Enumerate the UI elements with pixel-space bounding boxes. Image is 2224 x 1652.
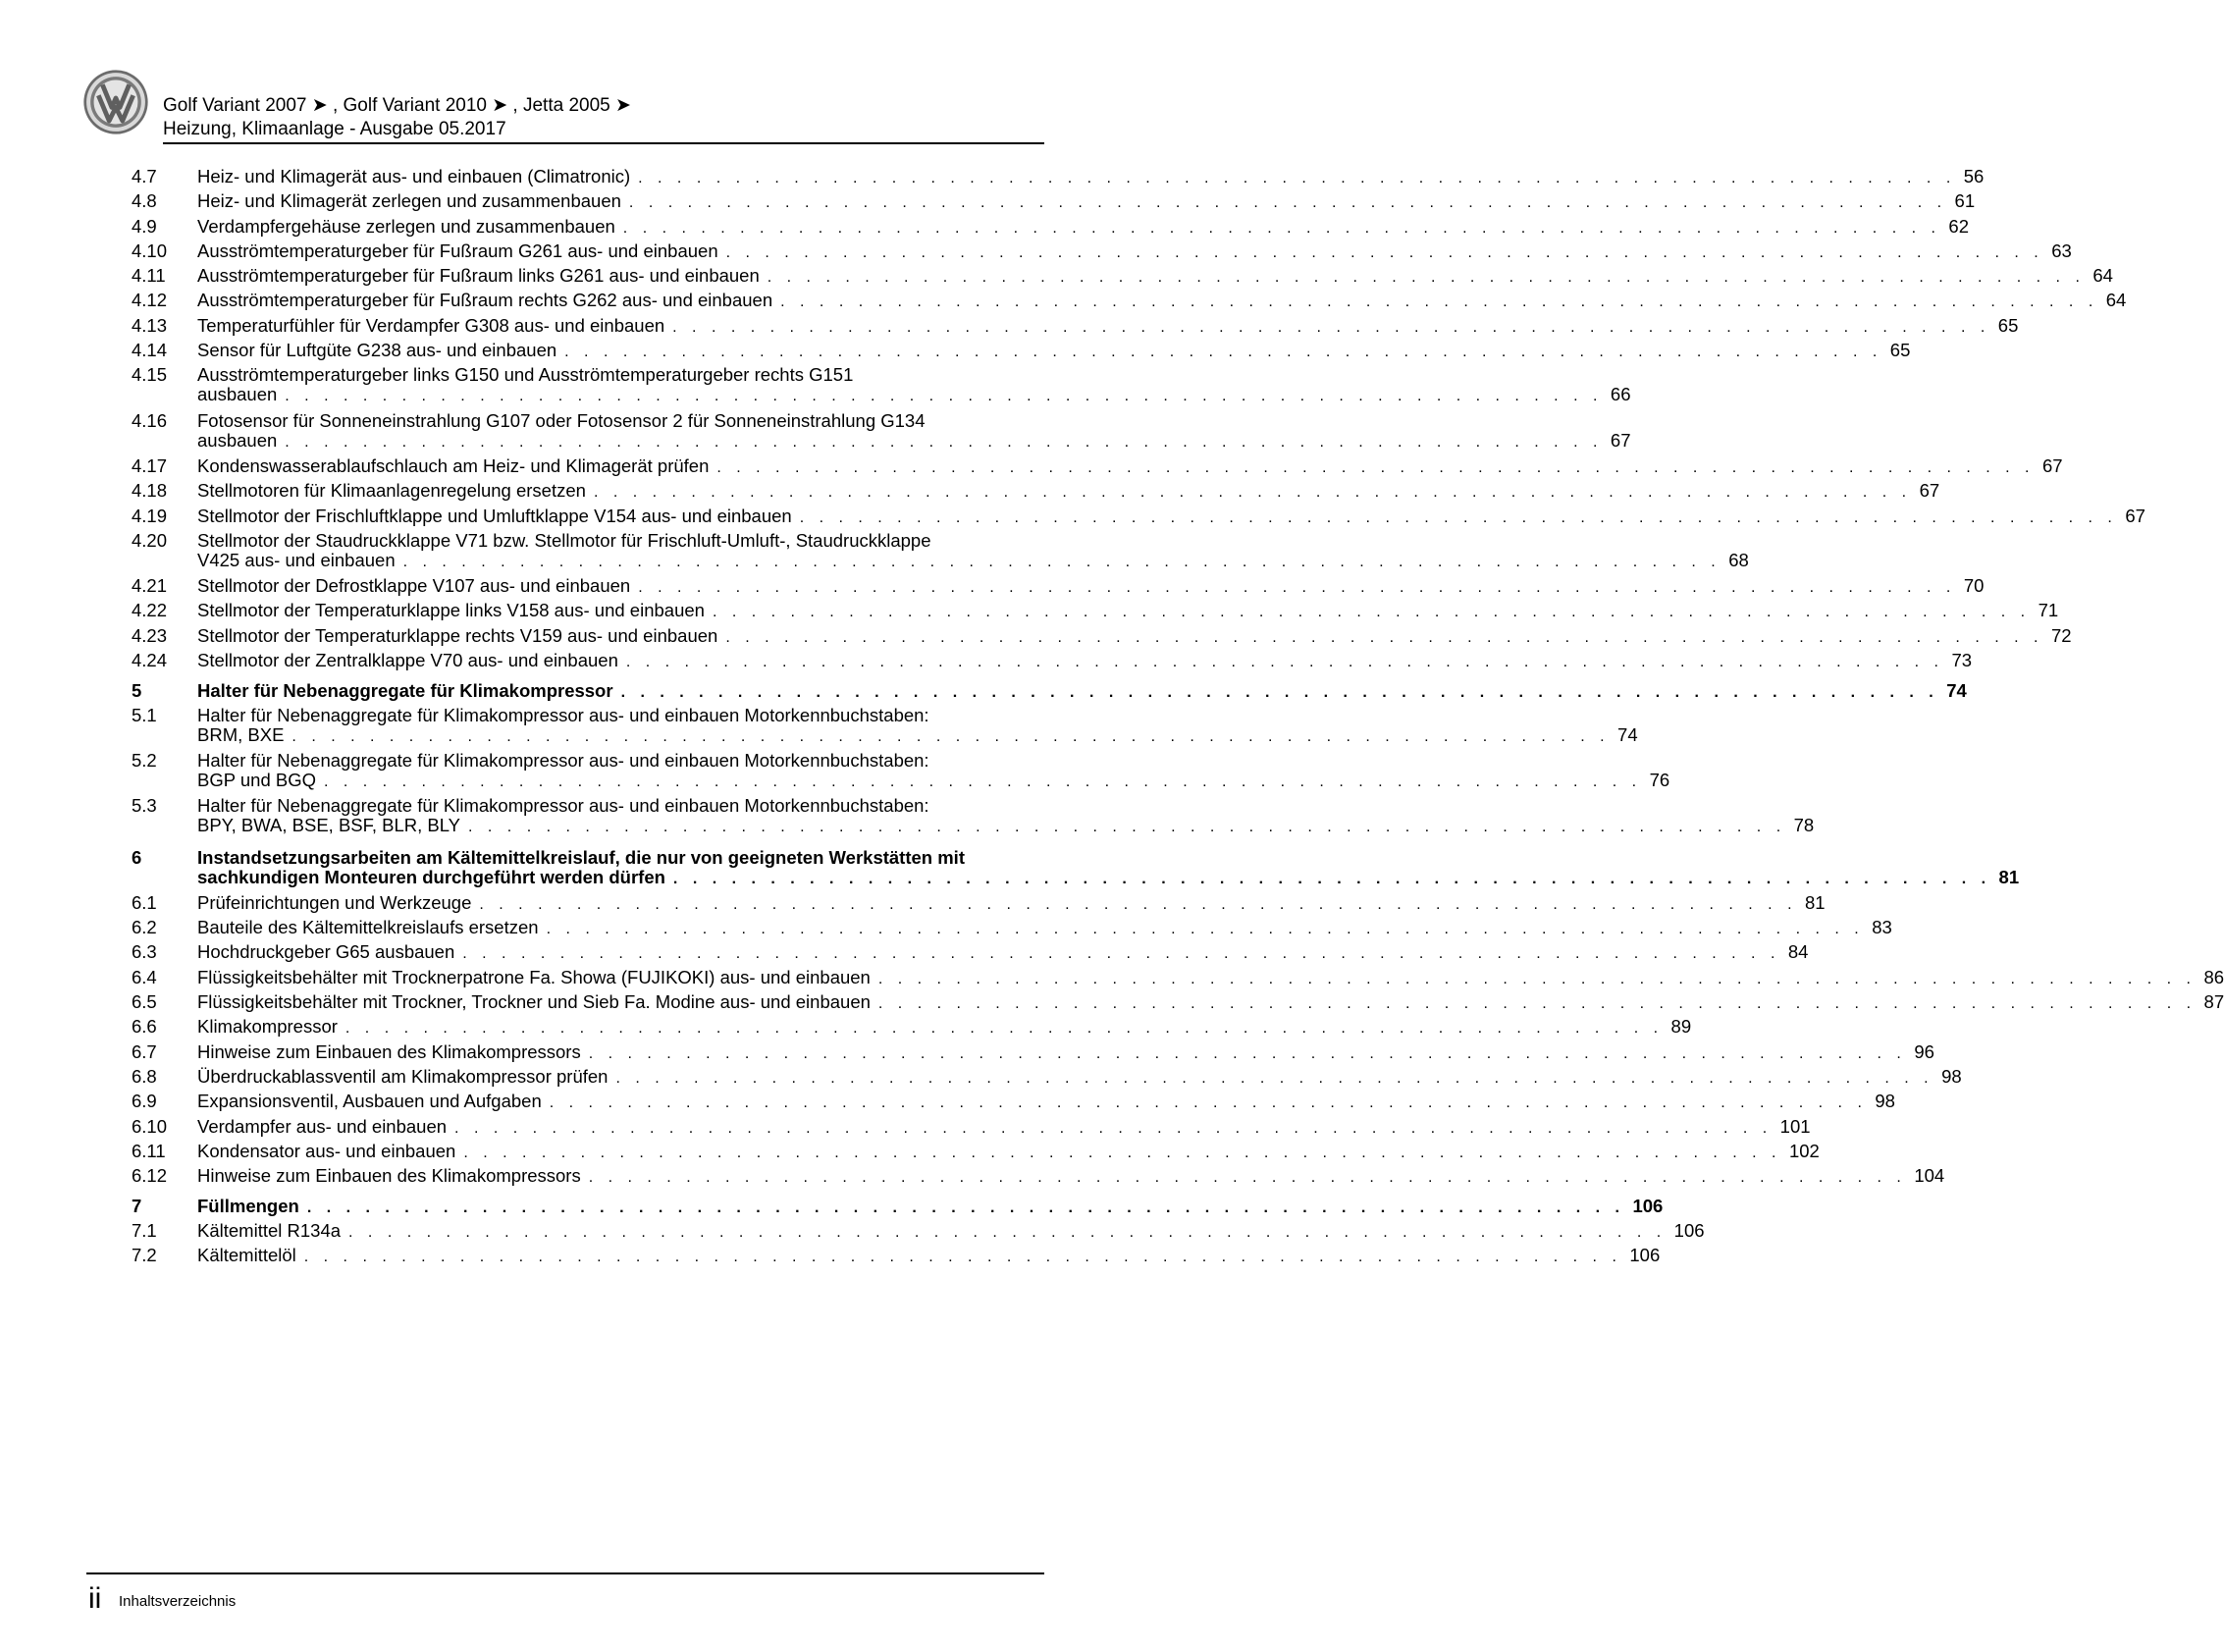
- toc-entry-title: BGP und BGQ: [197, 769, 316, 790]
- toc-entry: [132, 454, 2063, 479]
- toc-entry-title: BPY, BWA, BSE, BSF, BLR, BLY: [197, 815, 461, 836]
- toc-entry-number: 6.2: [132, 917, 157, 938]
- toc-entry-number: 6.8: [132, 1065, 157, 1087]
- toc-entry-title-line1: Instandsetzungsarbeiten am Kältemittelkreislauf, die nur von geeigneten Werkstätten mit: [197, 846, 965, 868]
- dot-leader: . . . . . . . . . . . . . . . . . . . . . . . . . . . . . . . . . . . . . . . . . . . . . . . . . . . . . . . . . . . . . . . . . . . .: [767, 269, 2086, 287]
- toc-entry-number: 4.12: [132, 290, 168, 311]
- dot-leader: . . . . . . . . . . . . . . . . . . . . . . . . . . . . . . . . . . . . . . . . . . . . . . . . . . . . . . . . . . . . . . . . . . . .: [672, 318, 1990, 336]
- toc-entry-page: 86: [2203, 966, 2224, 987]
- toc-entry: [132, 1115, 1811, 1140]
- toc-entry-number: 4.11: [132, 265, 166, 287]
- toc-entry-page: 87: [2203, 991, 2224, 1013]
- toc-entry-page: 64: [2105, 290, 2127, 311]
- toc-entry: [132, 363, 1631, 408]
- dot-leader: . . . . . . . . . . . . . . . . . . . . . . . . . . . . . . . . . . . . . . . . . . . . . . . . . . . . . . . . . . . . . . . . . . . .: [877, 995, 2197, 1013]
- toc-entry-title: Stellmotor der Frischluftklappe und Umluftklappe V154 aus- und einbauen: [197, 505, 792, 526]
- toc-entry-page: 72: [2050, 624, 2072, 646]
- dot-leader: . . . . . . . . . . . . . . . . . . . . . . . . . . . . . . . . . . . . . . . . . . . . . . . . . . . . . . . . . . . . . . . . . . . .: [622, 219, 1941, 237]
- toc-entry-number: 6.11: [132, 1140, 166, 1161]
- toc-entry-title: Prüfeinrichtungen und Werkzeuge: [197, 891, 472, 913]
- toc-entry-number: 6.4: [132, 966, 157, 987]
- toc-entry-page: 102: [1788, 1140, 1820, 1161]
- toc-entry: [132, 1040, 1934, 1065]
- toc-entry-title: sachkundigen Monteuren durchgeführt werden dürfen: [197, 866, 665, 887]
- dot-leader: . . . . . . . . . . . . . . . . . . . . . . . . . . . . . . . . . . . . . . . . . . . . . . . . . . . . . . . . . . . . . . . . . . . .: [468, 819, 1786, 836]
- toc-entry-number: 5: [132, 680, 142, 702]
- toc-entry-page: 76: [1649, 769, 1670, 790]
- toc-entry-page: 63: [2051, 240, 2072, 261]
- toc-entry-title: Expansionsventil, Ausbauen und Aufgaben: [197, 1091, 542, 1112]
- toc-entry-number: 4.20: [132, 529, 168, 551]
- dot-leader: . . . . . . . . . . . . . . . . . . . . . . . . . . . . . . . . . . . . . . . . . . . . . . . . . . . . . . . . . . . . . . . . . . . .: [625, 654, 1944, 671]
- toc-entry-page: 101: [1779, 1115, 1811, 1137]
- toc-entry-page: 83: [1872, 917, 1892, 938]
- toc-entry-title: V425 aus- und einbauen: [197, 549, 396, 570]
- toc-entry-page: 61: [1954, 190, 1976, 212]
- toc-entry: [132, 599, 2059, 623]
- toc-entry: [132, 940, 1809, 965]
- toc-entry-title: ausbauen: [197, 429, 278, 451]
- footer-section-label: Inhaltsverzeichnis: [119, 1593, 237, 1610]
- toc-entry-page: 68: [1728, 549, 1749, 570]
- toc-entry-title: Hinweise zum Einbauen des Klimakompressors: [197, 1040, 581, 1062]
- toc-entry: [132, 240, 2072, 264]
- toc-entry-number: 4.19: [132, 505, 168, 526]
- toc-entry-title: Klimakompressor: [197, 1016, 338, 1038]
- toc-entry: [132, 215, 1969, 240]
- toc-entry-number: 5.1: [132, 704, 157, 725]
- toc-entry: [132, 990, 2224, 1015]
- dot-leader: . . . . . . . . . . . . . . . . . . . . . . . . . . . . . . . . . . . . . . . . . . . . . . . . . . . . . . . . . . . . . . . . . . . .: [348, 1223, 1667, 1241]
- dot-leader: . . . . . . . . . . . . . . . . . . . . . . . . . . . . . . . . . . . . . . . . . . . . . . . . . . . . . . . . . . . . . . . . . . . .: [291, 727, 1611, 745]
- toc-entry-number: 4.10: [132, 240, 168, 261]
- toc-entry-number: 4.7: [132, 166, 157, 187]
- toc-entry-page: 98: [1875, 1091, 1895, 1112]
- document-subtitle: Heizung, Klimaanlage - Ausgabe 05.2017: [163, 119, 506, 139]
- toc-entry: [132, 1140, 1820, 1164]
- toc-entry: [132, 529, 1749, 574]
- toc-entry-title: Hochdruckgeber G65 ausbauen: [197, 941, 455, 963]
- dot-leader: . . . . . . . . . . . . . . . . . . . . . . . . . . . . . . . . . . . . . . . . . . . . . . . . . . . . . . . . . . . . . . . . . . . .: [672, 870, 1991, 887]
- toc-entry-number: 4.16: [132, 409, 168, 431]
- toc-entry-page: 56: [1963, 166, 1985, 187]
- toc-entry-number: 4.17: [132, 454, 168, 476]
- toc-entry-page: 67: [1919, 480, 1940, 502]
- toc-entry-page: 74: [1946, 680, 1967, 702]
- dot-leader: . . . . . . . . . . . . . . . . . . . . . . . . . . . . . . . . . . . . . . . . . . . . . . . . . . . . . . . . . . . . . . . . . . . .: [454, 1119, 1773, 1137]
- dot-leader: . . . . . . . . . . . . . . . . . . . . . . . . . . . . . . . . . . . . . . . . . . . . . . . . . . . . . . . . . . . . . . . . . . . .: [285, 433, 1603, 451]
- toc-entry-title: Kältemittelöl: [197, 1244, 296, 1265]
- toc-entry-title: Sensor für Luftgüte G238 aus- und einbauen: [197, 340, 557, 361]
- toc-entry-page: 96: [1914, 1040, 1934, 1062]
- toc-entry-title: Stellmotor der Zentralklappe V70 aus- und einbauen: [197, 650, 618, 671]
- toc-entry-number: 4.23: [132, 624, 168, 646]
- dot-leader: . . . . . . . . . . . . . . . . . . . . . . . . . . . . . . . . . . . . . . . . . . . . . . . . . . . . . . . . . . . . . . . . . . . .: [324, 773, 1642, 790]
- toc-entry-title: Stellmotoren für Klimaanlagenregelung ersetzen: [197, 480, 586, 502]
- toc-entry-title-line1: Fotosensor für Sonneneinstrahlung G107 oder Fotosensor 2 für Sonneneinstrahlung G134: [197, 409, 926, 431]
- toc-entry: [132, 339, 1911, 363]
- toc-entry-title: Stellmotor der Temperaturklappe links V158 aus- und einbauen: [197, 600, 705, 621]
- toc-entry-title: Stellmotor der Defrostklappe V107 aus- und einbauen: [197, 575, 631, 597]
- dot-leader: . . . . . . . . . . . . . . . . . . . . . . . . . . . . . . . . . . . . . . . . . . . . . . . . . . . . . . . . . . . . . . . . . . . .: [546, 921, 1865, 938]
- toc-entry: [132, 1065, 1962, 1090]
- toc-entry: [132, 314, 2019, 339]
- dot-leader: . . . . . . . . . . . . . . . . . . . . . . . . . . . . . . . . . . . . . . . . . . . . . . . . . . . . . . . . . . . . . . . . . . . .: [725, 628, 2043, 646]
- vw-logo-icon: [82, 69, 149, 135]
- toc-entry: [132, 479, 1940, 504]
- toc-entry-title: Flüssigkeitsbehälter mit Trockner, Trockner und Sieb Fa. Modine aus- und einbauen: [197, 991, 871, 1013]
- toc-entry-page: 67: [2042, 454, 2063, 476]
- dot-leader: . . . . . . . . . . . . . . . . . . . . . . . . . . . . . . . . . . . . . . . . . . . . . . . . . . . . . . . . . . . . . . . . . . . .: [780, 293, 2098, 311]
- toc-chapter-entry: [132, 846, 2020, 891]
- toc-entry-title: Stellmotor der Temperaturklappe rechts V159 aus- und einbauen: [197, 624, 718, 646]
- toc-entry: [132, 289, 2127, 313]
- toc-entry-number: 4.18: [132, 480, 168, 502]
- toc-entry: [132, 749, 1670, 794]
- toc-entry: [132, 409, 1631, 454]
- toc-entry-page: 62: [1948, 215, 1969, 237]
- toc-entry: [132, 1219, 1705, 1244]
- toc-entry-page: 81: [1998, 866, 2020, 887]
- toc-entry-page: 67: [1610, 429, 1631, 451]
- toc-entry-number: 5.2: [132, 749, 157, 771]
- dot-leader: . . . . . . . . . . . . . . . . . . . . . . . . . . . . . . . . . . . . . . . . . . . . . . . . . . . . . . . . . . . . . . . . . . . .: [638, 170, 1956, 187]
- toc-entry-page: 73: [1951, 650, 1973, 671]
- toc-entry-number: 4.9: [132, 215, 157, 237]
- toc-entry-title: ausbauen: [197, 384, 278, 405]
- toc-entry-page: 67: [2125, 505, 2145, 526]
- toc-entry: [132, 1015, 1692, 1039]
- toc-chapter-entry: [132, 679, 1967, 703]
- toc-entry-number: 6.6: [132, 1016, 157, 1038]
- toc-entry-page: 106: [1673, 1219, 1705, 1241]
- toc-entry: [132, 624, 2072, 649]
- toc-entry-page: 104: [1914, 1165, 1945, 1187]
- toc-entry-title: Ausströmtemperaturgeber für Fußraum rechts G262 aus- und einbauen: [197, 290, 773, 311]
- document-title: Golf Variant 2007 ➤ , Golf Variant 2010 ➤ , Jetta 2005 ➤: [163, 95, 631, 116]
- toc-entry-number: 6.1: [132, 891, 157, 913]
- toc-entry-number: 6: [132, 846, 142, 868]
- toc-entry-number: 7.1: [132, 1219, 157, 1241]
- toc-entry-page: 64: [2092, 265, 2113, 287]
- toc-entry-title: Flüssigkeitsbehälter mit Trocknerpatrone Fa. Showa (FUJIKOKI) aus- und einbauen: [197, 966, 871, 987]
- toc-entry-title: Kondensator aus- und einbauen: [197, 1140, 456, 1161]
- toc-entry-number: 7.2: [132, 1244, 157, 1265]
- dot-leader: . . . . . . . . . . . . . . . . . . . . . . . . . . . . . . . . . . . . . . . . . . . . . . . . . . . . . . . . . . . . . . . . . . . .: [712, 604, 2031, 621]
- toc-entry-title: Bauteile des Kältemittelkreislaufs ersetzen: [197, 917, 539, 938]
- toc-entry: [132, 916, 1892, 940]
- toc-entry-title: Halter für Nebenaggregate für Klimakompressor: [197, 680, 613, 702]
- toc-entry-number: 6.3: [132, 941, 157, 963]
- toc-entry-number: 7: [132, 1196, 142, 1217]
- toc-entry: [132, 189, 1976, 214]
- dot-leader: . . . . . . . . . . . . . . . . . . . . . . . . . . . . . . . . . . . . . . . . . . . . . . . . . . . . . . . . . . . . . . . . . . . .: [877, 970, 2197, 987]
- toc-entry-title: Verdampfer aus- und einbauen: [197, 1115, 448, 1137]
- toc-entry-page: 98: [1941, 1065, 1962, 1087]
- toc-entry-title: BRM, BXE: [197, 723, 285, 745]
- toc-entry-page: 70: [1963, 575, 1985, 597]
- toc-entry-number: 4.21: [132, 575, 168, 597]
- toc-entry-title: Füllmengen: [197, 1196, 299, 1217]
- dot-leader: . . . . . . . . . . . . . . . . . . . . . . . . . . . . . . . . . . . . . . . . . . . . . . . . . . . . . . . . . . . . . . . . . . . .: [549, 1094, 1868, 1112]
- toc-entry: [132, 574, 1985, 599]
- toc-entry-number: 6.5: [132, 991, 157, 1013]
- toc-entry-title: Heiz- und Klimagerät zerlegen und zusammenbauen: [197, 190, 621, 212]
- dot-leader: . . . . . . . . . . . . . . . . . . . . . . . . . . . . . . . . . . . . . . . . . . . . . . . . . . . . . . . . . . . . . . . . . . . .: [588, 1044, 1907, 1062]
- dot-leader: . . . . . . . . . . . . . . . . . . . . . . . . . . . . . . . . . . . . . . . . . . . . . . . . . . . . . . . . . . . . . . . . . . . .: [479, 895, 1798, 913]
- toc-entry-title: Verdampfergehäuse zerlegen und zusammenbauen: [197, 215, 615, 237]
- dot-leader: . . . . . . . . . . . . . . . . . . . . . . . . . . . . . . . . . . . . . . . . . . . . . . . . . . . . . . . . . . . . . . . . . . . .: [344, 1020, 1664, 1038]
- toc-entry-title-line1: Stellmotor der Staudruckklappe V71 bzw. Stellmotor für Frischluft-Umluft-, Staudruckklappe: [197, 529, 931, 551]
- toc-entry-number: 4.15: [132, 364, 168, 386]
- toc-entry-number: 6.7: [132, 1040, 157, 1062]
- dot-leader: . . . . . . . . . . . . . . . . . . . . . . . . . . . . . . . . . . . . . . . . . . . . . . . . . . . . . . . . . . . . . . . . . . . .: [593, 484, 1912, 502]
- toc-entry: [132, 1164, 1945, 1189]
- toc-entry: [132, 966, 2224, 990]
- dot-leader: . . . . . . . . . . . . . . . . . . . . . . . . . . . . . . . . . . . . . . . . . . . . . . . . . . . . . . . . . . . . . . . . . . . .: [615, 1069, 1934, 1087]
- toc-entry-page: 89: [1670, 1016, 1692, 1038]
- toc-entry-page: 84: [1787, 941, 1809, 963]
- toc-entry-number: 4.14: [132, 340, 168, 361]
- header-divider: [163, 142, 1044, 144]
- toc-entry: [132, 505, 2145, 529]
- toc-entry: [132, 794, 1815, 839]
- dot-leader: . . . . . . . . . . . . . . . . . . . . . . . . . . . . . . . . . . . . . . . . . . . . . . . . . . . . . . . . . . . . . . . . . . . .: [463, 1144, 1781, 1161]
- toc-entry-title: Heiz- und Klimagerät aus- und einbauen (Climatronic): [197, 166, 631, 187]
- toc-entry-title-line1: Halter für Nebenaggregate für Klimakompressor aus- und einbauen Motorkennbuchstaben:: [197, 795, 929, 817]
- toc-entry-number: 4.8: [132, 190, 157, 212]
- dot-leader: . . . . . . . . . . . . . . . . . . . . . . . . . . . . . . . . . . . . . . . . . . . . . . . . . . . . . . . . . . . . . . . . . . . .: [306, 1199, 1625, 1217]
- toc-entry: [132, 1090, 1895, 1114]
- dot-leader: . . . . . . . . . . . . . . . . . . . . . . . . . . . . . . . . . . . . . . . . . . . . . . . . . . . . . . . . . . . . . . . . . . . .: [285, 388, 1603, 405]
- toc-entry-title: Ausströmtemperaturgeber für Fußraum G261 aus- und einbauen: [197, 240, 718, 261]
- toc-entry: [132, 891, 1826, 916]
- toc-entry-page: 106: [1629, 1244, 1661, 1265]
- toc-entry-page: 65: [1997, 314, 2019, 336]
- toc-entry: [132, 165, 1985, 189]
- toc-entry-number: 6.9: [132, 1091, 157, 1112]
- toc-entry-number: 4.24: [132, 650, 168, 671]
- toc-entry-title-line1: Halter für Nebenaggregate für Klimakompressor aus- und einbauen Motorkennbuchstaben:: [197, 704, 929, 725]
- toc-entry-page: 78: [1793, 815, 1815, 836]
- dot-leader: . . . . . . . . . . . . . . . . . . . . . . . . . . . . . . . . . . . . . . . . . . . . . . . . . . . . . . . . . . . . . . . . . . . .: [402, 553, 1721, 570]
- toc-entry-title: Kondenswasserablaufschlauch am Heiz- und Klimagerät prüfen: [197, 454, 710, 476]
- dot-leader: . . . . . . . . . . . . . . . . . . . . . . . . . . . . . . . . . . . . . . . . . . . . . . . . . . . . . . . . . . . . . . . . . . . .: [725, 243, 2044, 261]
- toc-entry-title-line1: Halter für Nebenaggregate für Klimakompressor aus- und einbauen Motorkennbuchstaben:: [197, 749, 929, 771]
- table-of-contents: [132, 165, 2224, 1268]
- dot-leader: . . . . . . . . . . . . . . . . . . . . . . . . . . . . . . . . . . . . . . . . . . . . . . . . . . . . . . . . . . . . . . . . . . . .: [628, 194, 1947, 212]
- dot-leader: . . . . . . . . . . . . . . . . . . . . . . . . . . . . . . . . . . . . . . . . . . . . . . . . . . . . . . . . . . . . . . . . . . . .: [716, 458, 2035, 476]
- toc-entry-title: Hinweise zum Einbauen des Klimakompressors: [197, 1165, 581, 1187]
- toc-entry-page: 81: [1805, 891, 1826, 913]
- dot-leader: . . . . . . . . . . . . . . . . . . . . . . . . . . . . . . . . . . . . . . . . . . . . . . . . . . . . . . . . . . . . . . . . . . . .: [303, 1248, 1622, 1265]
- dot-leader: . . . . . . . . . . . . . . . . . . . . . . . . . . . . . . . . . . . . . . . . . . . . . . . . . . . . . . . . . . . . . . . . . . . .: [462, 945, 1780, 963]
- toc-entry-page: 74: [1617, 723, 1638, 745]
- toc-entry-number: 6.12: [132, 1165, 168, 1187]
- toc-entry: [132, 264, 2113, 289]
- page-number: ii: [88, 1582, 102, 1615]
- toc-entry: [132, 704, 1638, 749]
- toc-entry-title: Überdruckablassventil am Klimakompressor prüfen: [197, 1065, 609, 1087]
- toc-entry-page: 106: [1632, 1196, 1664, 1217]
- toc-entry-title: Kältemittel R134a: [197, 1219, 342, 1241]
- toc-entry: [132, 649, 1973, 673]
- dot-leader: . . . . . . . . . . . . . . . . . . . . . . . . . . . . . . . . . . . . . . . . . . . . . . . . . . . . . . . . . . . . . . . . . . . .: [588, 1169, 1907, 1187]
- toc-entry-number: 4.13: [132, 314, 168, 336]
- dot-leader: . . . . . . . . . . . . . . . . . . . . . . . . . . . . . . . . . . . . . . . . . . . . . . . . . . . . . . . . . . . . . . . . . . . .: [638, 579, 1956, 597]
- toc-entry-page: 66: [1610, 384, 1631, 405]
- toc-entry-number: 6.10: [132, 1115, 168, 1137]
- toc-entry-title-line1: Ausströmtemperaturgeber links G150 und Ausströmtemperaturgeber rechts G151: [197, 364, 854, 386]
- dot-leader: . . . . . . . . . . . . . . . . . . . . . . . . . . . . . . . . . . . . . . . . . . . . . . . . . . . . . . . . . . . . . . . . . . . .: [564, 344, 1882, 361]
- dot-leader: . . . . . . . . . . . . . . . . . . . . . . . . . . . . . . . . . . . . . . . . . . . . . . . . . . . . . . . . . . . . . . . . . . . .: [620, 684, 1939, 702]
- toc-entry-title: Temperaturfühler für Verdampfer G308 aus- und einbauen: [197, 314, 665, 336]
- toc-entry-number: 4.22: [132, 600, 168, 621]
- toc-entry-title: Ausströmtemperaturgeber für Fußraum links G261 aus- und einbauen: [197, 265, 760, 287]
- toc-entry-page: 65: [1889, 340, 1911, 361]
- toc-entry: [132, 1244, 1661, 1268]
- footer-divider: [86, 1572, 1044, 1574]
- dot-leader: . . . . . . . . . . . . . . . . . . . . . . . . . . . . . . . . . . . . . . . . . . . . . . . . . . . . . . . . . . . . . . . . . . . .: [799, 508, 2118, 526]
- toc-chapter-entry: [132, 1195, 1664, 1218]
- toc-entry-number: 5.3: [132, 795, 157, 817]
- toc-entry-page: 71: [2038, 600, 2059, 621]
